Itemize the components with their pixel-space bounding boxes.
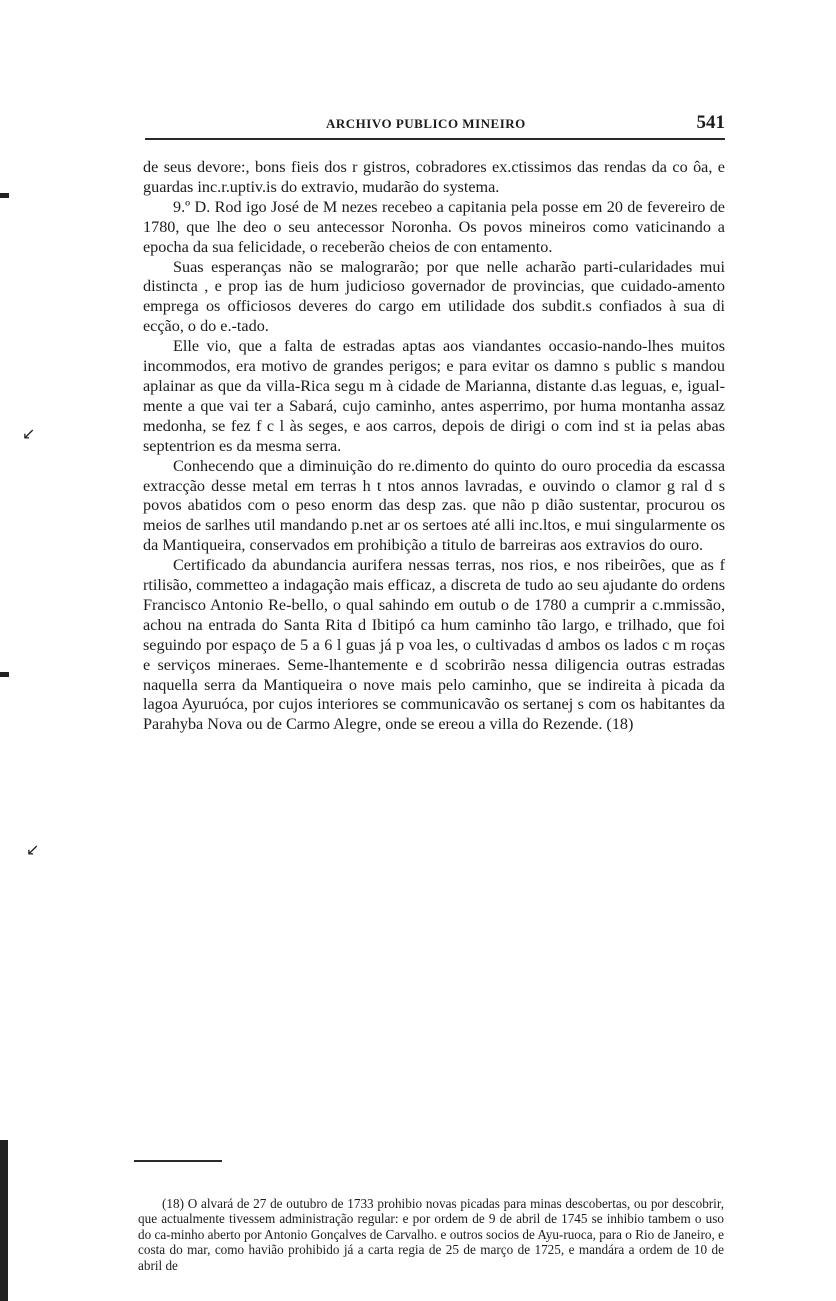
footnote-rule: [134, 1160, 222, 1162]
paragraph: Certificado da abundancia aurifera nessas terras, nos rios, e nos ribeirões, que as f rtilisão, commetteo a indagação mais efficaz, a discreta de tudo ao seu ajudante do ordens Francisco Antonio Re-bello, o qual sahindo em outub o de 1780 a cumprir a c.mmissão, achou na entrada do Santa Rita d Ibitipó ca hum caminho tão largo, e trilhado, que foi seguindo por espaço de 5 a 6 l guas já p voa les, o cultivadas d ambos os lados c m roças e serviços mineraes. Seme-lhantemente e d scobrirão nessa diligencia outras estradas naquella serra da Mantiqueira o nove mais pelo caminho, que se indireita à picada da lagoa Ayuruóca, por cujos interiores se communicavão os sertanej s com os habitantes da Parahyba Nova ou de Carmo Alegre, onde se ereou a villa do Rezende. (18): [143, 556, 725, 734]
margin-mark: [0, 672, 9, 677]
paragraph: Suas esperanças não se malograrão; por que nelle acharão parti-cularidades mui distincta , e prop ias de hum judicioso governador de provincias, que cuidado-amento emprega os officiosos deveres do cargo em utilidade dos subdit.s confiados à sua di ecção, o do e.-tado.: [143, 257, 725, 336]
running-header: [140, 112, 725, 138]
footnotes: [138, 1196, 724, 1273]
margin-bar: [0, 1140, 8, 1301]
margin-tick-mark: ↙: [26, 840, 40, 859]
paragraph: Conhecendo que a diminuição do re.dimento do quinto do ouro procedia da escassa extracção desse metal em terras h t ntos annos lavradas, e ouvindo o clamor g ral d s povos abatidos com o peso enorm das desp zas. que não p dião sustentar, procurou os meios de sarlhes util mandando p.net ar os sertoes até alli inc.ltos, e mui singularmente os da Mantiqueira, conservados em prohibição a titulo de barreiras aos extravios do ouro.: [143, 456, 725, 555]
footnote: (18) O alvará de 27 de outubro de 1733 prohibio novas picadas para minas descobertas, ou por descobrir, que actualmente tivessem administração regular: e por ordem de 9 de abril de 1745 se inhibio tambem o uso do ca-minho aberto por Antonio Gonçalves de Carvalho. e outros socios de Ayu-ruoca, para o Rio de Janeiro, e costa do mar, como havião prohibido já a carta regia de 25 de março de 1725, e mandára a ordem de 10 de abril de: [138, 1196, 724, 1273]
margin-mark: [0, 193, 9, 198]
paragraph: Elle vio, que a falta de estradas aptas aos viandantes occasio-nando-lhes muitos incommodos, era motivo de grandes perigos; e para evitar os damno s public s mandou aplainar as que da villa-Rica segu m à cidade de Marianna, distante d.as leguas, e, igual-mente a que vai ter a Sabará, cujo caminho, antes asperrimo, por huma montanha assaz medonha, se fez f c l às seges, e aos carros, depois de dirigi o com ind st ia pelas abas septentrion es da mesma serra.: [143, 337, 725, 455]
paragraph: de seus devore:, bons fieis dos r gistros, cobradores ex.ctissimos das rendas da co ôa, e guardas inc.r.uptiv.is do extravio, mudarão do systema.: [143, 158, 725, 196]
header-title: ARCHIVO PUBLICO MINEIRO: [326, 116, 526, 131]
body-text: [143, 158, 725, 735]
paragraph: 9.º D. Rod igo José de M nezes recebeo a capitania pela posse em 20 de fevereiro de 1780, que lhe deo o seu antecessor Noronha. Os povos mineiros como vaticinando a epocha da sua felicidade, o receberão cheios de con entamento.: [143, 197, 725, 256]
page-number: 541: [696, 112, 725, 133]
header-rule: [145, 138, 725, 140]
margin-tick-mark: ↙: [22, 424, 36, 443]
